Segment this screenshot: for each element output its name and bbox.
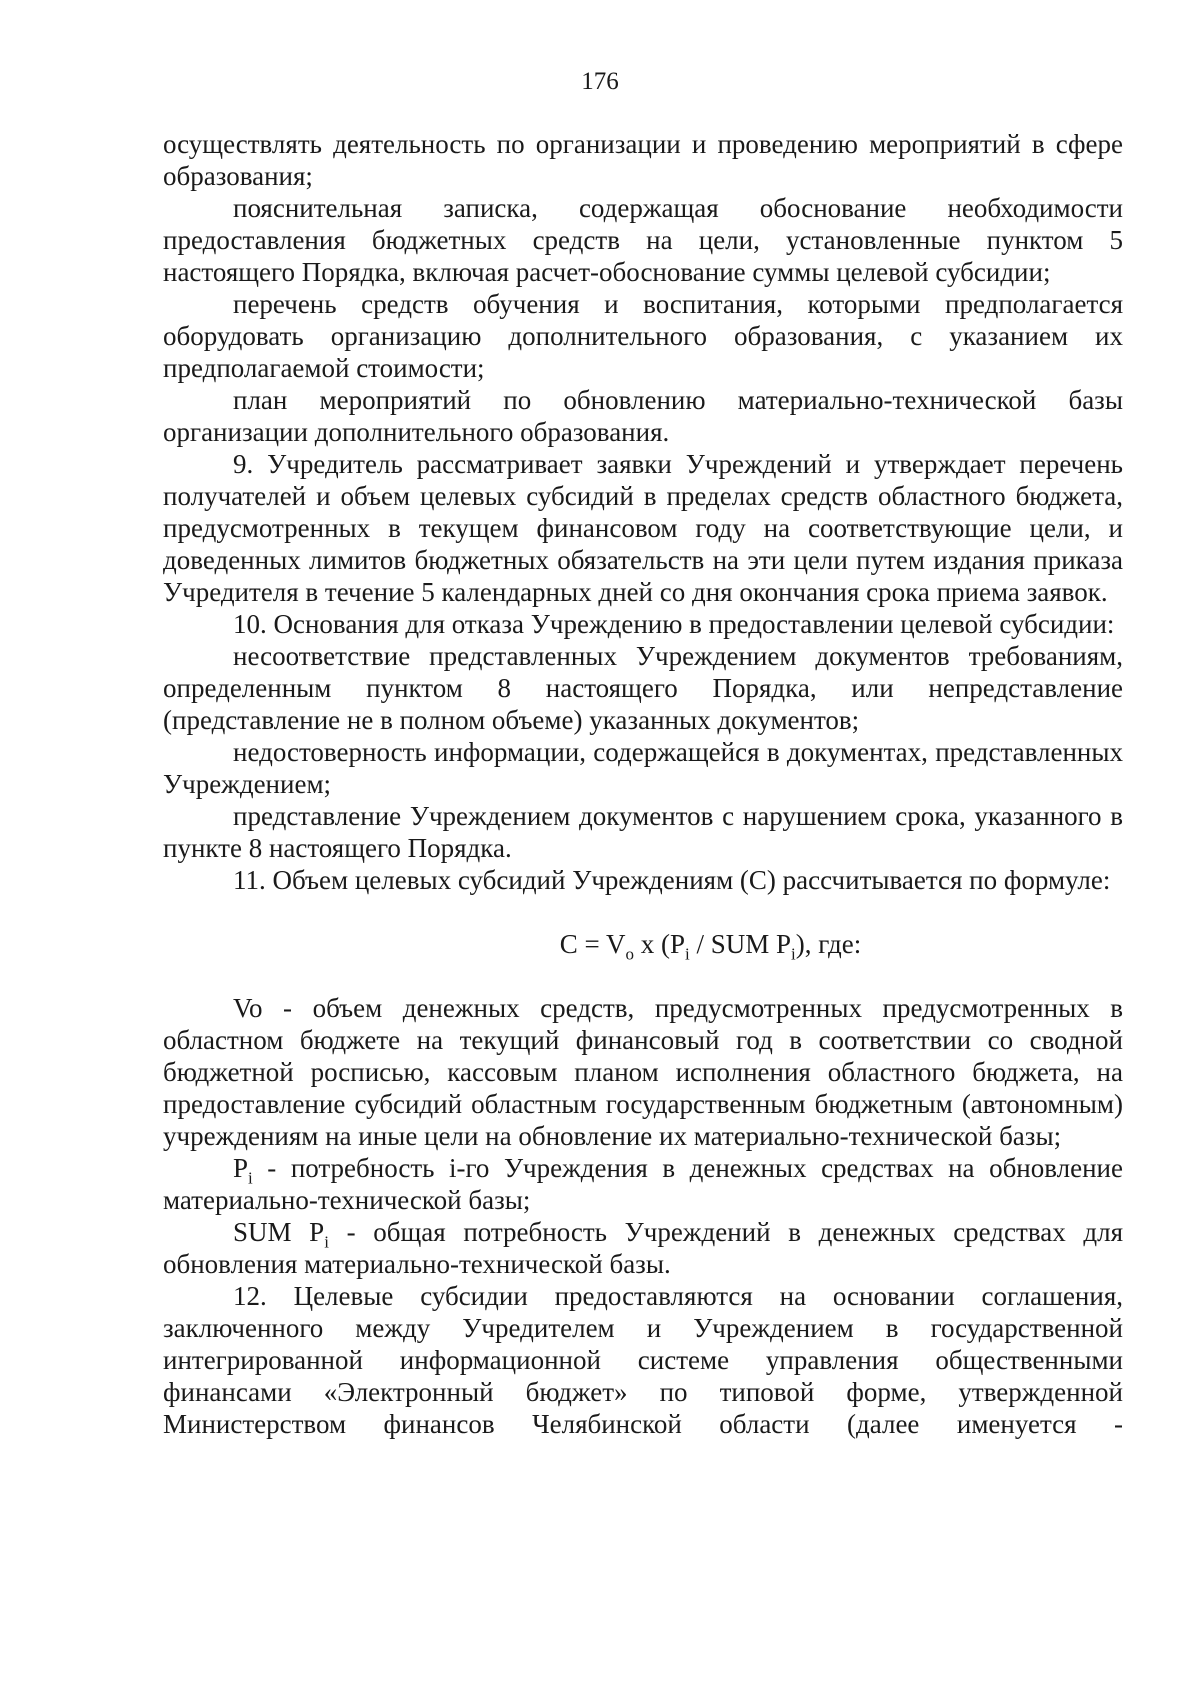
paragraph-12: 12. Целевые субсидии предоставляются на основании соглашения, заключенного между Учредителем и Учреждением в государственной интегрированной информационной системе управления общественными финансами «Электронный бюджет» по типовой форме, утвержденной Министерством финансов Челябинской области (далее именуется - (163, 1281, 1123, 1439)
definition-pi-letter: P (233, 1153, 249, 1183)
definition-pi (163, 1152, 1123, 1216)
document-body (163, 128, 1123, 1440)
definition-sum-sub: i (324, 1232, 329, 1252)
definition-pi-text: - потребность i-го Учреждения в денежных средствах на обновление материально-технической базы; (163, 1153, 1123, 1215)
paragraph-renewal-plan: план мероприятий по обновлению материально-технической базы организации дополнительного образования. (163, 385, 1123, 447)
formula-sum-sub: i (791, 944, 796, 964)
formula-v-sub: o (625, 944, 634, 964)
definition-sum-text: - общая потребность Учреждений в денежных средствах для обновления материально-технической базы. (163, 1217, 1123, 1279)
definition-vo: Vo - объем денежных средств, предусмотренных предусмотренных в областном бюджете на текущий финансовый год в соответствии со сводной бюджетной росписью, кассовым планом исполнения областного бюджета, на предоставление субсидий областным государственным бюджетным (автономным) учреждениям на иные цели на обновление их материально-технической базы; (163, 993, 1123, 1151)
definition-sum-letter: SUM P (233, 1217, 325, 1247)
formula-sum: / SUM P (689, 929, 792, 959)
paragraph-refusal-late: представление Учреждением документов с нарушением срока, указанного в пункте 8 настоящего Порядка. (163, 801, 1123, 863)
definition-pi-sub: i (248, 1168, 253, 1188)
formula-tail: ), где: (795, 929, 862, 959)
formula-x: x (P (634, 929, 686, 959)
page-number: 176 (581, 68, 619, 95)
paragraph-refusal-unreliable: недостоверность информации, содержащейся в документах, представленных Учреждением; (163, 737, 1123, 799)
definition-sum (163, 1216, 1123, 1280)
paragraph-refusal-mismatch: несоответствие представленных Учреждением документов требованиям, определенным пунктом 8 настоящего Порядка, или непредставление (представление не в полном объеме) указанных документов; (163, 641, 1123, 735)
paragraph-activity: осуществлять деятельность по организации и проведению мероприятий в сфере образования; (163, 129, 1123, 191)
paragraph-explanatory-note: пояснительная записка, содержащая обоснование необходимости предоставления бюджетных средств на цели, установленные пунктом 5 настоящего Порядка, включая расчет-обоснование суммы целевой субсидии; (163, 193, 1123, 287)
subsidy-formula (298, 928, 1123, 964)
formula-p-sub: i (685, 944, 690, 964)
paragraph-10: 10. Основания для отказа Учреждению в предоставлении целевой субсидии: (233, 609, 1115, 639)
paragraph-11: 11. Объем целевых субсидий Учреждениям (С) рассчитывается по формуле: (233, 865, 1111, 895)
paragraph-9: 9. Учредитель рассматривает заявки Учреждений и утверждает перечень получателей и объем целевых субсидий в пределах средств областного бюджета, предусмотренных в текущем финансовом году на соответствующие цели, и доведенных лимитов бюджетных обязательств на эти цели путем издания приказа Учредителя в течение 5 календарных дней со дня окончания срока приема заявок. (163, 449, 1123, 607)
paragraph-equipment-list: перечень средств обучения и воспитания, которыми предполагается оборудовать организацию дополнительного образования, с указанием их предполагаемой стоимости; (163, 289, 1123, 383)
formula-c: C = V (559, 929, 626, 959)
